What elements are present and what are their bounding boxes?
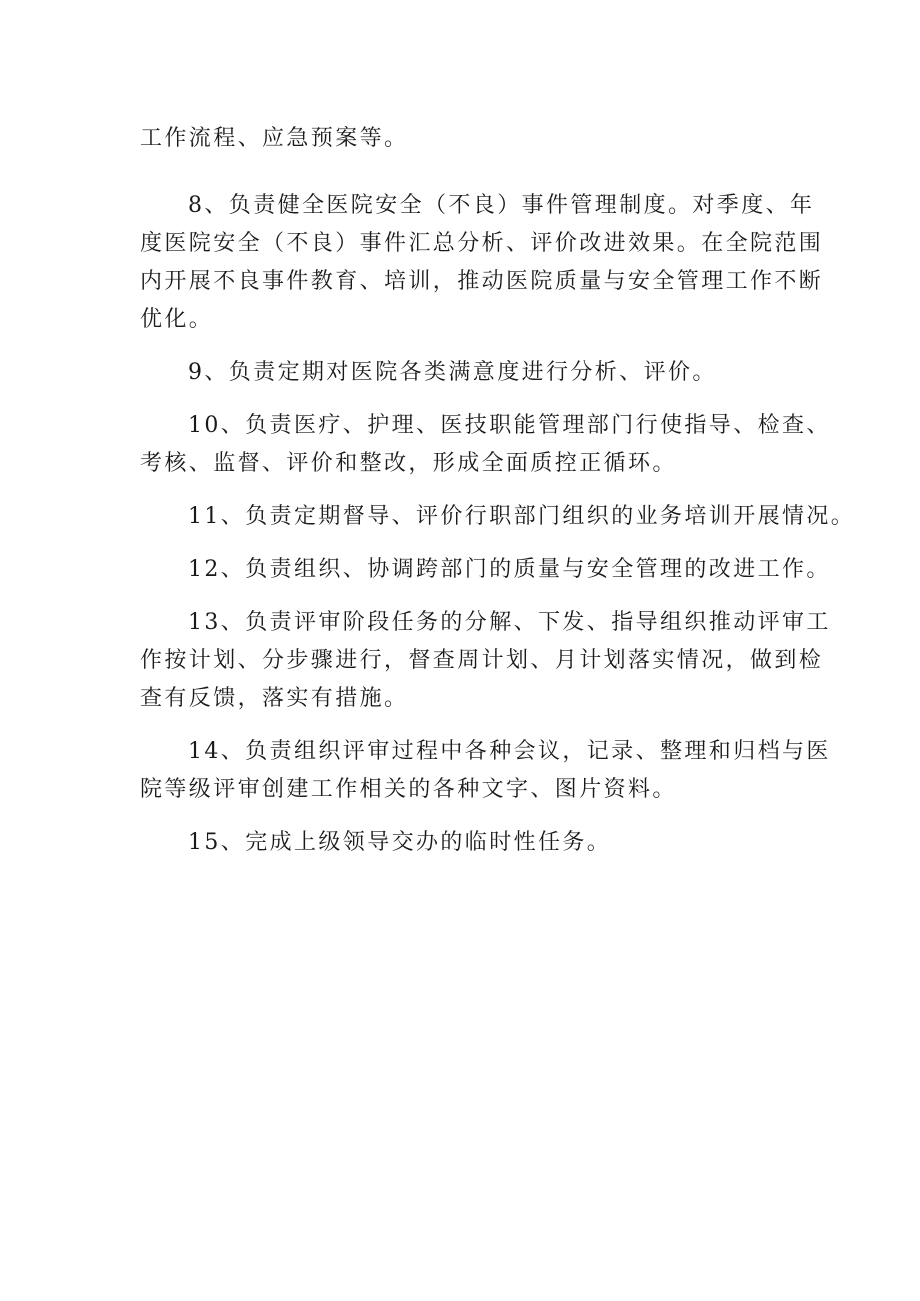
paragraph-14-line-2: 院等级评审创建工作相关的各种文字、图片资料。	[140, 777, 677, 802]
paragraph-8-line-2: 度医院安全（不良）事件汇总分析、评价改进效果。在全院范围	[140, 231, 824, 256]
paragraph-13-line-1: 13、负责评审阶段任务的分解、下发、指导组织推动评审工	[188, 610, 831, 635]
paragraph-10-line-2: 考核、监督、评价和整改，形成全面质控正循环。	[140, 451, 677, 476]
paragraph-12-line-1: 12、负责组织、协调跨部门的质量与安全管理的改进工作。	[188, 557, 831, 582]
paragraph-15-line-1: 15、完成上级领导交办的临时性任务。	[188, 830, 612, 855]
paragraph-13-line-3: 查有反馈，落实有措施。	[140, 686, 409, 711]
paragraph-7-continuation: 工作流程、应急预案等。	[140, 126, 409, 151]
paragraph-8-line-1: 8、负责健全医院安全（不良）事件管理制度。对季度、年	[188, 193, 815, 218]
paragraph-11-line-1: 11、负责定期督导、评价行职部门组织的业务培训开展情况。	[188, 504, 856, 529]
paragraph-9-line-1: 9、负责定期对医院各类满意度进行分析、评价。	[188, 360, 717, 385]
paragraph-13-line-2: 作按计划、分步骤进行，督查周计划、月计划落实情况，做到检	[140, 648, 824, 673]
document-body	[140, 120, 856, 862]
paragraph-8-line-3: 内开展不良事件教育、培训，推动医院质量与安全管理工作不断	[140, 269, 824, 294]
paragraph-14-line-1: 14、负责组织评审过程中各种会议，记录、整理和归档与医	[188, 739, 831, 764]
paragraph-10-line-1: 10、负责医疗、护理、医技职能管理部门行使指导、检查、	[188, 413, 831, 438]
paragraph-8-line-4: 优化。	[140, 307, 214, 332]
